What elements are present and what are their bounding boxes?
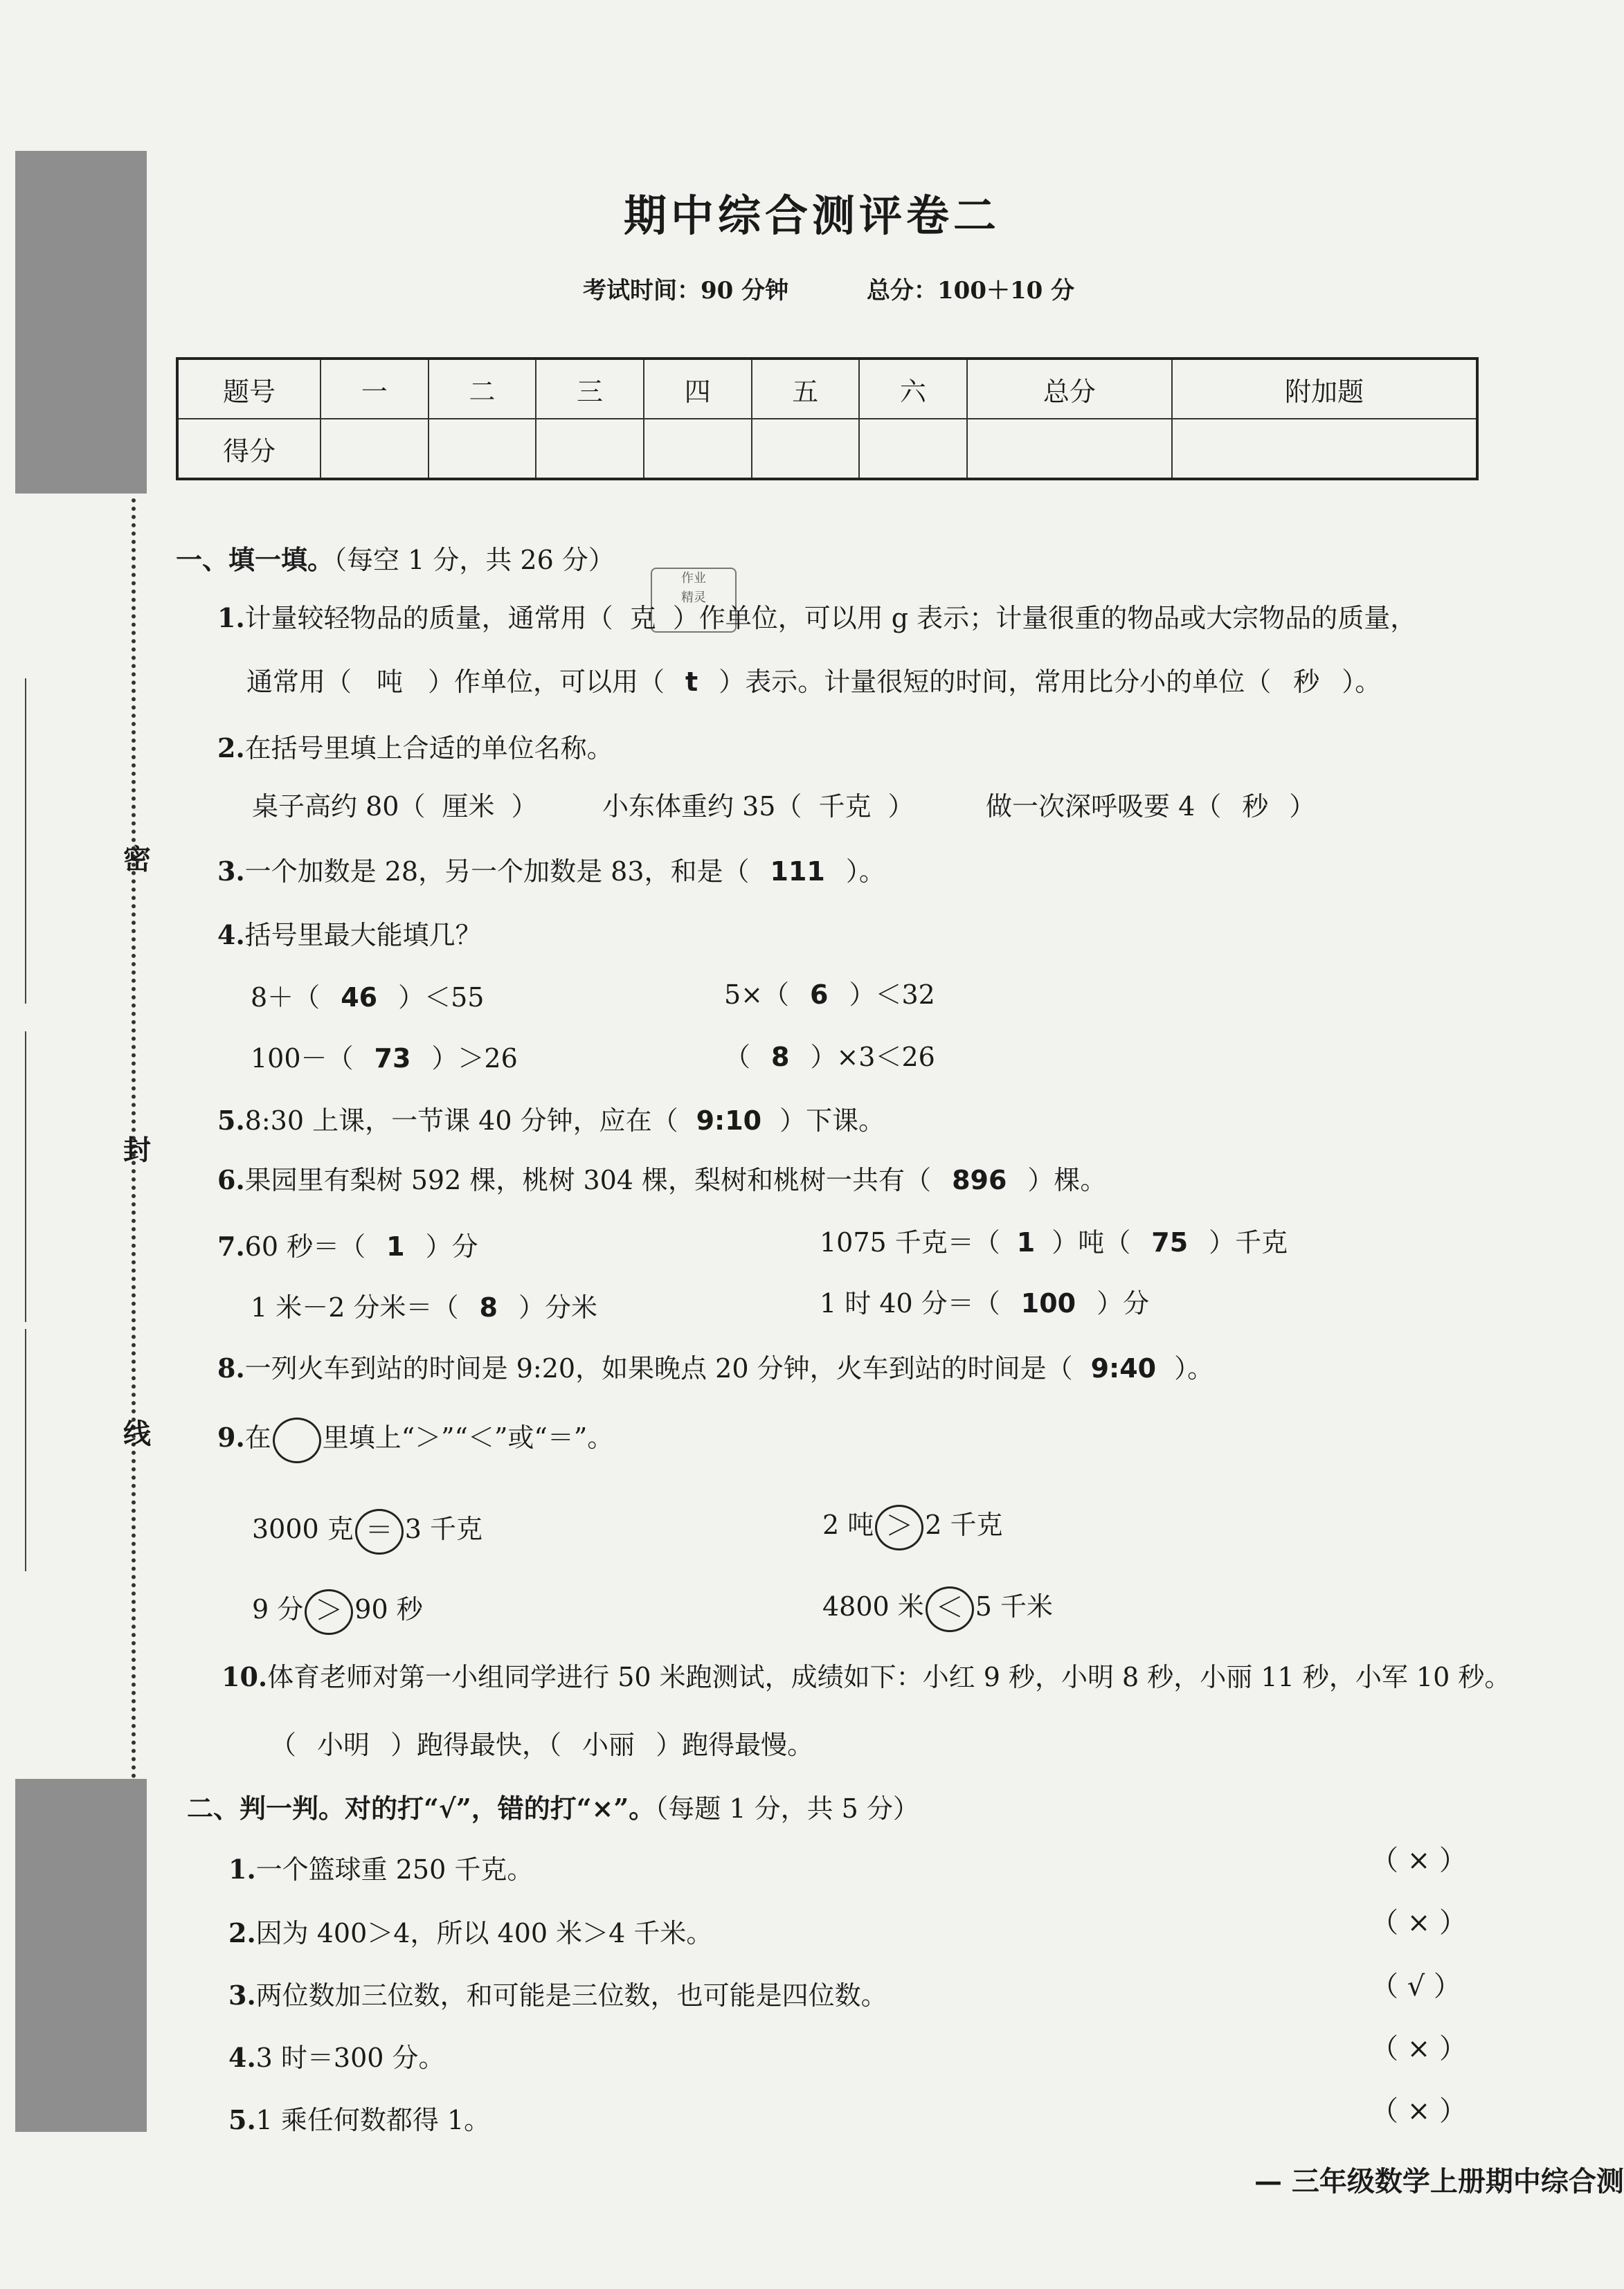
q7-expr-1 xyxy=(217,1225,478,1263)
question-text: ）。 xyxy=(1342,667,1382,697)
question-text: ）千克 xyxy=(1209,1227,1288,1258)
q10-line2 xyxy=(270,1723,813,1762)
score-table-cell: 得分 xyxy=(177,419,321,479)
q4-expr-3 xyxy=(251,1037,518,1075)
exam-total: 总分：100＋10 分 xyxy=(867,277,1075,305)
q4-expr-4 xyxy=(724,1035,935,1074)
question-text: 桌子高约 80（ xyxy=(252,791,426,822)
question-number: 5. xyxy=(228,2104,256,2135)
question-text: 2 吨 xyxy=(822,1510,874,1540)
question-text: 8＋（ xyxy=(251,982,321,1013)
q2-item-3 xyxy=(986,785,1315,823)
judge-item-3 xyxy=(228,1974,887,2012)
answer: 46 xyxy=(341,982,378,1013)
stamp-line: 作业 xyxy=(681,571,706,586)
question-text: 1075 千克＝（ xyxy=(820,1227,1000,1258)
answer: 8 xyxy=(771,1042,790,1072)
answer: 吨 xyxy=(377,667,404,697)
question-text: ）吨（ xyxy=(1052,1227,1131,1258)
answer: 小丽 xyxy=(582,1730,635,1760)
score-table-cell: 附加题 xyxy=(1172,359,1477,419)
answer: 100 xyxy=(1020,1288,1076,1319)
score-table-cell: 五 xyxy=(752,359,860,419)
score-table-cell: 题号 xyxy=(177,359,321,419)
question-text: ） xyxy=(1289,791,1316,822)
section-note: （每空 1 分，共 26 分） xyxy=(334,545,615,575)
question-text: 一列火车到站的时间是 9:20，如果晚点 20 分钟，火车到站的时间是（ xyxy=(244,1353,1073,1384)
answer: 1 xyxy=(386,1231,405,1262)
judge-item-4 xyxy=(228,2036,445,2074)
q5-line xyxy=(217,1099,885,1137)
score-table-header-row xyxy=(177,359,1477,419)
score-input-cell[interactable] xyxy=(752,419,860,479)
judge-mark: （ × ） xyxy=(1371,1845,1467,1876)
score-input-cell[interactable] xyxy=(321,419,428,479)
score-table-cell: 一 xyxy=(321,359,428,419)
margin-line-1 xyxy=(25,678,26,1004)
score-table-cell: 总分 xyxy=(967,359,1172,419)
score-table-cell: 六 xyxy=(859,359,967,419)
judge-item-5 xyxy=(228,2099,490,2137)
question-text: （ xyxy=(724,1042,751,1072)
q9-line xyxy=(217,1416,613,1463)
margin-gray-block-bottom xyxy=(15,1779,147,2132)
margin-label-feng: 封 xyxy=(123,1134,151,1166)
question-text: 一个加数是 28，另一个加数是 83，和是（ xyxy=(244,856,750,887)
question-text: 5 千米 xyxy=(975,1591,1054,1622)
score-table-cell: 二 xyxy=(428,359,536,419)
answer: 1 xyxy=(1016,1227,1036,1258)
page-title: 期中综合测评卷二 xyxy=(623,190,1000,241)
answer: 8 xyxy=(479,1292,498,1323)
question-text: ）分 xyxy=(1097,1288,1150,1319)
answer: 75 xyxy=(1151,1227,1189,1258)
answer: 6 xyxy=(810,979,829,1010)
question-text: 9 分 xyxy=(252,1594,304,1625)
q2-item-2 xyxy=(602,785,914,823)
question-text: 小东体重约 35（ xyxy=(602,791,802,822)
question-text: 90 秒 xyxy=(354,1594,423,1625)
question-number: 4. xyxy=(228,2042,256,2073)
question-text: 果园里有梨树 592 棵，桃树 304 棵，梨树和桃树一共有（ xyxy=(244,1165,932,1195)
question-text: 60 秒＝（ xyxy=(244,1231,366,1262)
section1-heading xyxy=(176,539,615,577)
question-text: ）作单位，可以用 g 表示；计量很重的物品或大宗物品的质量， xyxy=(672,603,1417,633)
score-input-cell[interactable] xyxy=(536,419,644,479)
question-number: 1. xyxy=(217,602,245,633)
question-text: 1 米－2 分米＝（ xyxy=(251,1292,459,1323)
question-text: 通常用（ xyxy=(246,667,352,697)
compare-symbol: ＞ xyxy=(875,1505,923,1550)
q6-line xyxy=(217,1159,1106,1197)
q1-line1 xyxy=(217,597,1416,635)
question-text: ）＞26 xyxy=(431,1043,518,1074)
question-text: 做一次深呼吸要 4（ xyxy=(986,791,1222,822)
question-text: ）跑得最快，（ xyxy=(390,1730,562,1760)
question-number: 3. xyxy=(217,856,245,887)
score-input-cell[interactable] xyxy=(859,419,967,479)
question-number: 6. xyxy=(217,1164,245,1195)
judge-mark: （ × ） xyxy=(1371,2033,1467,2065)
question-text: 一个篮球重 250 千克。 xyxy=(255,1854,534,1885)
question-text: 里填上“＞”“＜”或“＝”。 xyxy=(322,1422,614,1453)
answer: 秒 xyxy=(1293,667,1320,697)
margin-line-2 xyxy=(25,1031,26,1322)
margin-line-3 xyxy=(25,1329,26,1571)
score-table-cell: 四 xyxy=(644,359,752,419)
question-text: 5×（ xyxy=(724,979,790,1010)
q10-line1 xyxy=(222,1656,1510,1694)
q4-expr-1 xyxy=(251,976,484,1014)
question-text: ）下课。 xyxy=(779,1105,885,1136)
margin-label-xian: 线 xyxy=(123,1418,151,1450)
answer: 9:40 xyxy=(1090,1353,1157,1384)
question-text: 3000 克 xyxy=(252,1514,354,1544)
question-number: 8. xyxy=(217,1352,245,1384)
compare-symbol: ＜ xyxy=(926,1586,974,1632)
judge-item-1 xyxy=(228,1848,533,1886)
question-number: 7. xyxy=(217,1231,245,1262)
answer: 小明 xyxy=(317,1730,370,1760)
q7-expr-3 xyxy=(251,1286,597,1324)
score-table-score-row xyxy=(177,419,1477,479)
question-number: 3. xyxy=(228,1980,256,2011)
score-table xyxy=(176,357,1479,480)
q1-line2 xyxy=(246,660,1381,698)
question-text: 体育老师对第一小组同学进行 50 米跑测试，成绩如下：小红 9 秒，小明 8 秒，小丽 11 秒，小军 10 秒。 xyxy=(267,1662,1511,1692)
q7-expr-4 xyxy=(820,1282,1149,1320)
question-text: 3 千克 xyxy=(404,1514,483,1544)
section2-heading xyxy=(187,1787,919,1825)
answer: 秒 xyxy=(1242,791,1269,822)
q4-expr-2 xyxy=(724,973,935,1011)
question-text: ）。 xyxy=(1174,1353,1214,1384)
question-text: 在 xyxy=(244,1422,271,1453)
answer: 厘米 xyxy=(442,791,495,822)
question-text: ） xyxy=(511,791,538,822)
question-text: 2 千克 xyxy=(925,1510,1003,1540)
question-text: 100－（ xyxy=(251,1043,354,1074)
judge-mark: （ √ ） xyxy=(1371,1971,1461,2002)
section-title: 一、填一填。 xyxy=(176,544,334,575)
question-text: 1 乘任何数都得 1。 xyxy=(255,2105,491,2135)
question-text: ）＜32 xyxy=(849,979,935,1010)
question-text: 4800 米 xyxy=(822,1591,924,1622)
margin-label-mi: 密 xyxy=(123,843,151,876)
question-text: 在括号里填上合适的单位名称。 xyxy=(244,733,613,763)
q2-item-1 xyxy=(252,785,537,823)
question-text: 两位数加三位数，和可能是三位数，也可能是四位数。 xyxy=(255,1980,887,2011)
question-text: ）表示。计量很短的时间，常用比分小的单位（ xyxy=(719,667,1272,697)
q8-line xyxy=(217,1347,1214,1385)
question-number: 5. xyxy=(217,1105,245,1136)
exam-time: 考试时间：90 分钟 xyxy=(583,277,789,305)
q9-expr-3 xyxy=(252,1588,423,1635)
score-input-cell[interactable] xyxy=(967,419,1172,479)
q4-line xyxy=(217,914,482,952)
question-number: 2. xyxy=(217,732,245,763)
stamp-line: 精灵 xyxy=(681,590,706,605)
answer: 111 xyxy=(770,856,825,887)
question-number: 9. xyxy=(217,1422,245,1453)
question-text: ）棵。 xyxy=(1027,1165,1107,1195)
q3-line xyxy=(217,850,885,888)
question-number: 10. xyxy=(222,1661,268,1692)
section-title: 二、判一判。对的打“√”，错的打“×”。 xyxy=(187,1793,656,1824)
page-footer: — 三年级数学上册期中综合测 xyxy=(1254,2165,1624,2198)
question-number: 1. xyxy=(228,1854,256,1885)
question-text: 因为 400＞4，所以 400 米＞4 千米。 xyxy=(255,1918,713,1948)
question-text: （ xyxy=(270,1730,297,1760)
q2-line xyxy=(217,727,613,765)
q9-expr-1 xyxy=(252,1508,482,1555)
circle-icon xyxy=(273,1418,321,1463)
question-text: ）分 xyxy=(425,1231,478,1262)
score-input-cell[interactable] xyxy=(1172,419,1477,479)
answer: 896 xyxy=(952,1165,1007,1195)
judge-mark: （ × ） xyxy=(1371,1907,1467,1939)
answer: 千克 xyxy=(818,791,872,822)
compare-symbol: ＞ xyxy=(305,1589,353,1635)
section-note: （每题 1 分，共 5 分） xyxy=(655,1793,919,1824)
question-text: ）跑得最慢。 xyxy=(656,1730,814,1760)
question-text: 1 时 40 分＝（ xyxy=(820,1288,1000,1319)
question-text: 括号里最大能填几？ xyxy=(244,920,482,950)
question-text: 计量较轻物品的质量，通常用（ xyxy=(244,603,613,633)
answer: 73 xyxy=(374,1043,411,1074)
compare-symbol: ＝ xyxy=(355,1509,404,1555)
question-text: ）×3＜26 xyxy=(810,1042,935,1072)
judge-mark: （ × ） xyxy=(1371,2095,1467,2127)
question-text: 3 时＝300 分。 xyxy=(255,2043,445,2073)
q9-expr-4 xyxy=(822,1585,1053,1632)
question-text: 8:30 上课，一节课 40 分钟，应在（ xyxy=(244,1105,678,1136)
judge-item-2 xyxy=(228,1912,712,1950)
question-text: ）作单位，可以用（ xyxy=(428,667,665,697)
question-text: ）＜55 xyxy=(398,982,485,1013)
answer: 克 xyxy=(629,603,656,633)
question-text: ）分米 xyxy=(518,1292,597,1323)
question-text: ）。 xyxy=(845,856,885,887)
question-text: ） xyxy=(887,791,914,822)
score-input-cell[interactable] xyxy=(644,419,752,479)
q9-expr-2 xyxy=(822,1503,1003,1550)
score-table-cell: 三 xyxy=(536,359,644,419)
answer: 9:10 xyxy=(696,1105,762,1136)
q7-expr-2 xyxy=(820,1221,1288,1259)
question-number: 4. xyxy=(217,919,245,950)
question-number: 2. xyxy=(228,1917,256,1948)
score-input-cell[interactable] xyxy=(428,419,536,479)
answer: t xyxy=(685,667,698,697)
